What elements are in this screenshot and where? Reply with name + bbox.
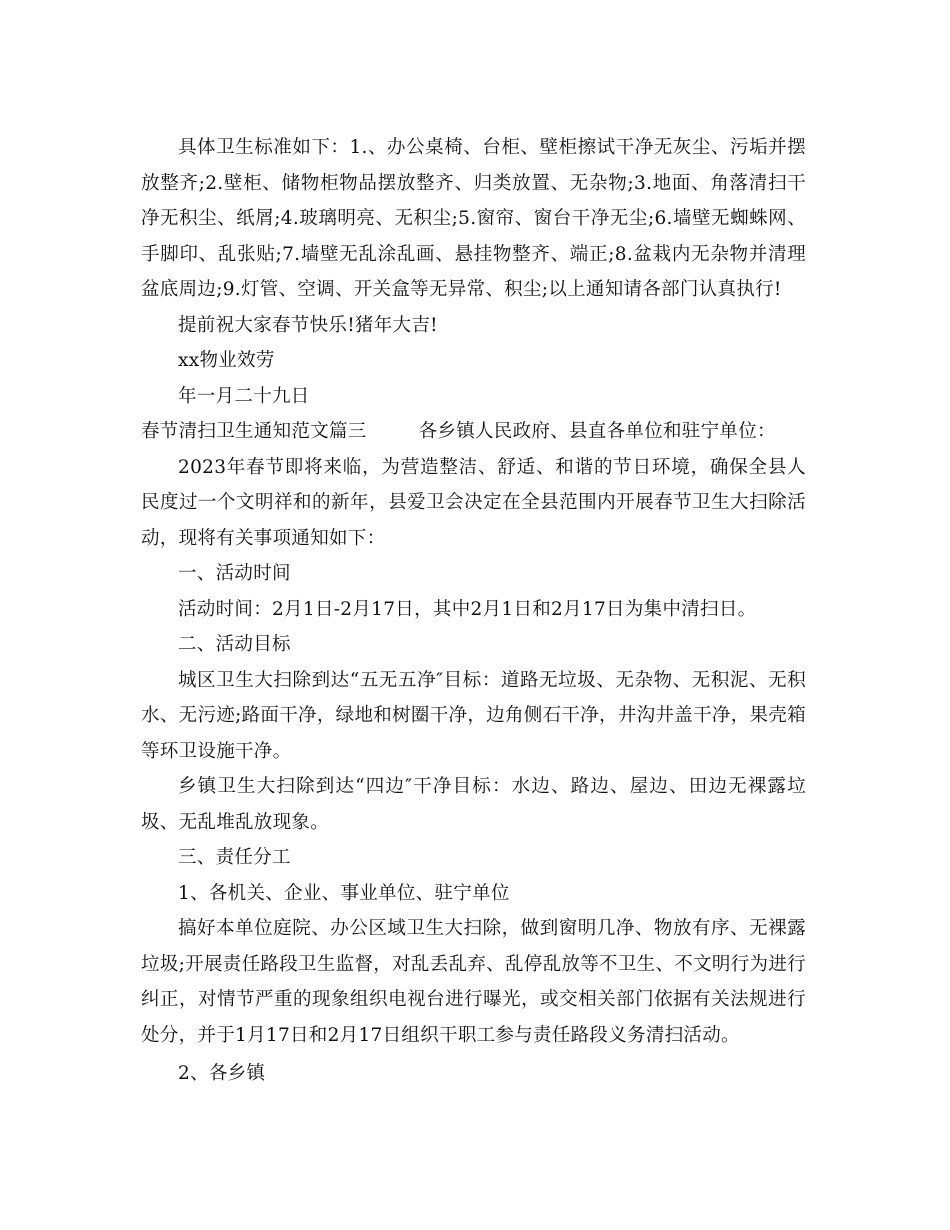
units-duty-paragraph: 搞好本单位庭院、办公区域卫生大扫除，做到窗明几净、物放有序、无裸露垃圾;开展责任路段卫生监督，对乱丢乱弃、乱停乱放等不卫生、不文明行为进行纠正，对情节严重的现象组织电视台进行曝光，或交相关部门依据有关法规进行处分，并于1月17日和2月17日组织干职工参与责任路段义务清扫活动。 (141, 918, 806, 1046)
signature-line: xx物业效劳 (178, 350, 275, 371)
date-line: 年一月二十九日 (178, 385, 310, 407)
section-title-line (141, 414, 806, 450)
intro-paragraph: 2023年春节即将来临，为营造整洁、舒适、和谐的节日环境，确保全县人民度过一个文明祥和的新年，县爱卫会决定在全县范围内开展春节卫生大扫除活动，现将有关事项通知如下： (141, 456, 806, 549)
activity-time-paragraph: 活动时间：2月1日-2月17日，其中2月1日和2月17日为集中清扫日。 (178, 598, 757, 620)
city-goal-paragraph: 城区卫生大扫除到达“五无五净″目标：道路无垃圾、无杂物、无积泥、无积水、无污迹;路面干净，绿地和树圈干净，边角侧石干净，井沟井盖干净，果壳箱等环卫设施干净。 (141, 669, 806, 762)
addressee: 各乡镇人民政府、县直各单位和驻宁单位： (418, 421, 776, 442)
standards-paragraph: 具体卫生标准如下：1.、办公桌椅、台柜、壁柜擦试干净无灰尘、污垢并摆放整齐;2.壁柜、储物柜物品摆放整齐、归类放置、无杂物;3.地面、角落清扫干净无积尘、纸屑;4.玻璃明亮、无积尘;5.窗帘、窗台干净无尘;6.墙壁无蜘蛛网、手脚印、乱张贴;7.墙壁无乱涂乱画、悬挂物整齐、端正;8.盆栽内无杂物并清理盆底周边;9.灯管、空调、开关盒等无异常、积尘;以上通知请各部门认真执行! (141, 137, 806, 300)
section-title: 春节清扫卫生通知范文篇三 (141, 421, 367, 442)
town-goal-paragraph: 乡镇卫生大扫除到达“四边″干净目标：水边、路边、屋边、田边无裸露垃圾、无乱堆乱放现象。 (141, 776, 806, 833)
heading-responsibility: 三、责任分工 (178, 847, 291, 868)
title-spacer (367, 414, 419, 450)
document-body (141, 130, 806, 1092)
greeting-paragraph: 提前祝大家春节快乐!猪年大吉! (178, 314, 438, 336)
subheading-towns: 2、各乡镇 (178, 1063, 266, 1084)
subheading-units: 1、各机关、企业、事业单位、驻宁单位 (178, 882, 510, 904)
heading-activity-goal: 二、活动目标 (178, 634, 291, 655)
heading-activity-time: 一、活动时间 (178, 563, 291, 584)
